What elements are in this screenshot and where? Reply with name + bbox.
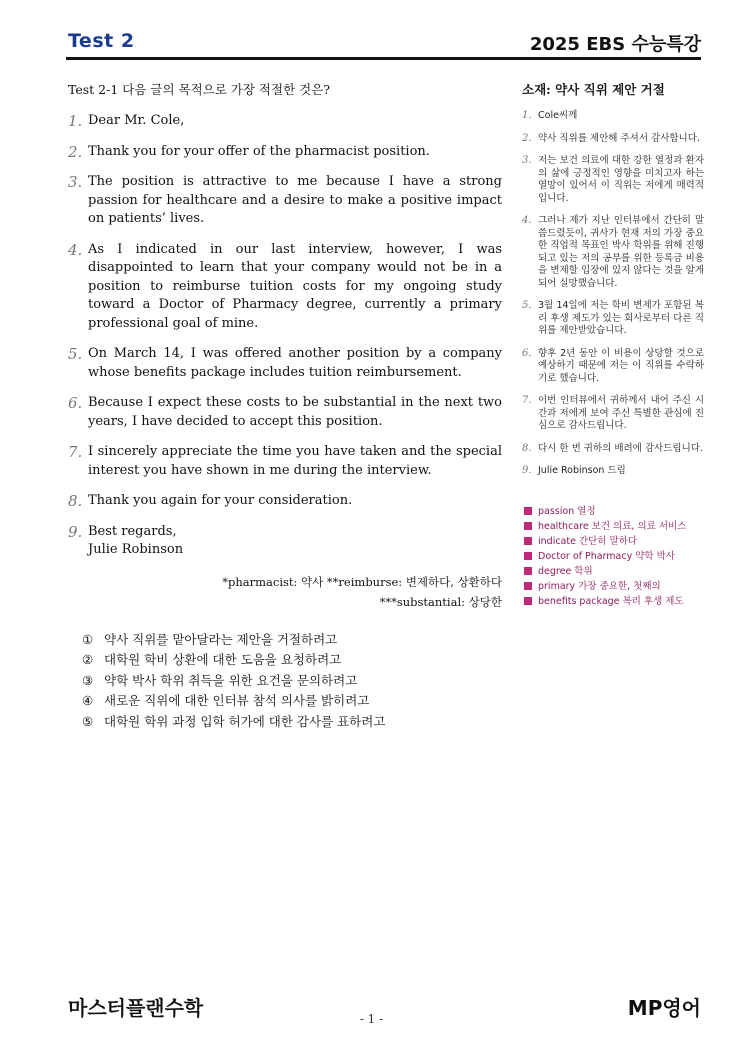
translation-text: 다시 한 번 귀하의 배려에 감사드립니다.	[538, 442, 703, 454]
footnote-line-2: ***substantial: 상당한	[379, 594, 502, 609]
translation-number: 2.	[522, 132, 532, 144]
option-mark: ①	[82, 631, 94, 647]
vocab-item	[522, 594, 704, 609]
option-text: 대학원 학위 과정 입학 허가에 대한 감사를 표하려고	[104, 713, 386, 729]
passage-para-9	[68, 523, 502, 560]
option-mark: ④	[82, 693, 94, 708]
para-number: 9.	[68, 522, 83, 541]
footnote-line-1: *pharmacist: 약사 **reimburse: 변제하다, 상환하다	[222, 574, 502, 589]
vocab-text: primary 가장 중요한, 첫째의	[538, 580, 661, 592]
footnotes	[68, 572, 502, 612]
translation-7	[522, 395, 704, 433]
vocab-text: degree 학위	[538, 565, 593, 577]
test-label: Test 2	[68, 30, 135, 52]
option-mark: ⑤	[82, 713, 94, 729]
translation-2	[522, 133, 704, 146]
translation-text: Julie Robinson 드림	[538, 465, 626, 476]
translation-9	[522, 465, 704, 478]
option-4	[82, 691, 502, 712]
bullet-square-icon	[524, 507, 532, 515]
translation-text: 3월 14일에 저는 학비 변제가 포함된 복리 후생 제도가 있는 회사로부터 다른 직위를 제안받았습니다.	[538, 300, 704, 336]
passage-para-4	[68, 241, 502, 334]
passage-para-8	[68, 492, 502, 511]
option-text: 대학원 학비 상환에 대한 도움을 요청하려고	[104, 652, 342, 667]
para-text: The position is attractive to me because I have a strong passion for healthcare and a desire to make a positive impact on patients’ lives.	[88, 174, 502, 226]
para-number: 3.	[68, 173, 83, 191]
translation-5	[522, 300, 704, 338]
closing: Best regards,	[88, 523, 177, 539]
book-title: 2025 EBS 수능특강	[529, 34, 701, 55]
para-text: Thank you for your offer of the pharmacist position.	[88, 143, 430, 159]
signature-name: Julie Robinson	[88, 542, 184, 557]
para-number: 6.	[68, 394, 83, 412]
translation-4	[522, 215, 704, 290]
page-number: - 1 -	[359, 1012, 384, 1026]
translation-number: 8.	[522, 442, 532, 454]
page-header	[0, 0, 743, 62]
passage-column	[68, 80, 502, 732]
para-text: On March 14, I was offered another position by a company whose benefits package includes tuition reimbursement.	[88, 346, 502, 380]
para-number: 7.	[68, 443, 83, 461]
translation-number: 4.	[522, 215, 532, 226]
answer-options	[82, 630, 502, 733]
bullet-square-icon	[524, 567, 532, 575]
translation-number: 7.	[522, 395, 532, 406]
vocab-item	[522, 534, 704, 549]
vocab-item	[522, 504, 704, 519]
option-2	[82, 650, 502, 671]
footer-logo: MP영어	[627, 996, 701, 1020]
passage-para-1	[68, 112, 502, 131]
translation-text: 그러나 제가 지난 인터뷰에서 간단히 말씀드렸듯이, 귀사가 현재 저의 가장 중요한 직업적 목표인 박사 학위를 위해 진행되고 있는 저의 공부를 위한 등록금 비용을 변제할 입장에 있지 않다는 것을 알게 되어 실망했습니다.	[538, 215, 704, 289]
translation-number: 3.	[522, 155, 532, 166]
question-title: Test 2-1 다음 글의 목적으로 가장 적절한 것은?	[68, 82, 330, 97]
footer-brand: 마스터플랜수학	[68, 996, 204, 1020]
para-text: As I indicated in our last interview, however, I was disappointed to learn that your company would not be in a position to reimburse tuition costs for my ongoing study toward a Doctor of Pharmacy degree, currently a primary professional goal of mine.	[88, 241, 502, 331]
translation-1	[522, 110, 704, 123]
para-number: 1.	[68, 112, 83, 130]
translation-text: 이번 인터뷰에서 귀하께서 내어 주신 시간과 저에게 보여 주신 특별한 관심에 진심으로 감사드립니다.	[538, 395, 704, 431]
bullet-square-icon	[524, 537, 532, 545]
para-number: 8.	[68, 492, 83, 510]
para-text: I sincerely appreciate the time you have taken and the special interest you have shown in me during the interview.	[88, 444, 502, 478]
translation-text: 약사 직위를 제안해 주셔서 감사합니다.	[538, 132, 700, 144]
para-text: Dear Mr. Cole,	[88, 113, 185, 128]
option-3	[82, 671, 502, 692]
vocab-item	[522, 564, 704, 579]
bullet-square-icon	[524, 597, 532, 605]
vocab-list	[522, 504, 704, 609]
para-text: Because I expect these costs to be substantial in the next two years, I have decided to accept this position.	[88, 395, 502, 429]
topic-title: 소재: 약사 직위 제안 거절	[522, 82, 665, 97]
header-rule	[66, 57, 701, 60]
option-text: 약학 박사 학위 취득을 위한 요건을 문의하려고	[104, 672, 358, 688]
option-5	[82, 712, 502, 733]
translation-number: 9.	[522, 465, 532, 476]
para-number: 2.	[68, 142, 83, 161]
translation-6	[522, 348, 704, 386]
option-mark: ③	[82, 672, 94, 688]
passage-para-5	[68, 345, 502, 382]
vocab-text: passion 열정	[538, 505, 596, 517]
vocab-text: indicate 간단히 말하다	[538, 535, 638, 547]
vocab-item	[522, 549, 704, 564]
translation-8	[522, 443, 704, 456]
bullet-square-icon	[524, 582, 532, 590]
translation-text: 저는 보건 의료에 대한 강한 열정과 환자의 삶에 긍정적인 영향을 미치고자 하는 열망이 있어서 이 직위는 저에게 매력적입니다.	[538, 155, 704, 204]
passage-para-3	[68, 173, 502, 229]
translation-number: 5.	[522, 300, 532, 311]
translation-3	[522, 155, 704, 205]
para-text: Thank you again for your consideration.	[88, 493, 353, 508]
option-text: 약사 직위를 맡아달라는 제안을 거절하려고	[104, 631, 338, 647]
translation-text: 향후 2년 동안 이 비용이 상당할 것으로 예상하기 때문에 저는 이 직위를 수락하기로 했습니다.	[538, 347, 704, 384]
vocab-text: healthcare 보건 의료, 의료 서비스	[538, 520, 687, 532]
passage-para-6	[68, 394, 502, 431]
option-mark: ②	[82, 652, 94, 667]
translation-text: Cole씨께	[538, 110, 578, 121]
translation-column	[522, 80, 704, 609]
passage-para-7	[68, 443, 502, 480]
para-number: 5.	[68, 345, 83, 363]
bullet-square-icon	[524, 552, 532, 560]
option-text: 새로운 직위에 대한 인터뷰 참석 의사를 밝히려고	[104, 693, 370, 708]
option-1	[82, 630, 502, 651]
para-number: 4.	[68, 240, 83, 259]
vocab-text: Doctor of Pharmacy 약학 박사	[538, 550, 675, 562]
vocab-item	[522, 519, 704, 534]
vocab-item	[522, 579, 704, 594]
translation-number: 1.	[522, 110, 532, 121]
passage-para-2	[68, 143, 502, 162]
translation-number: 6.	[522, 347, 532, 359]
para-text	[88, 523, 502, 560]
vocab-text: benefits package 복리 후생 제도	[538, 595, 684, 607]
bullet-square-icon	[524, 522, 532, 530]
